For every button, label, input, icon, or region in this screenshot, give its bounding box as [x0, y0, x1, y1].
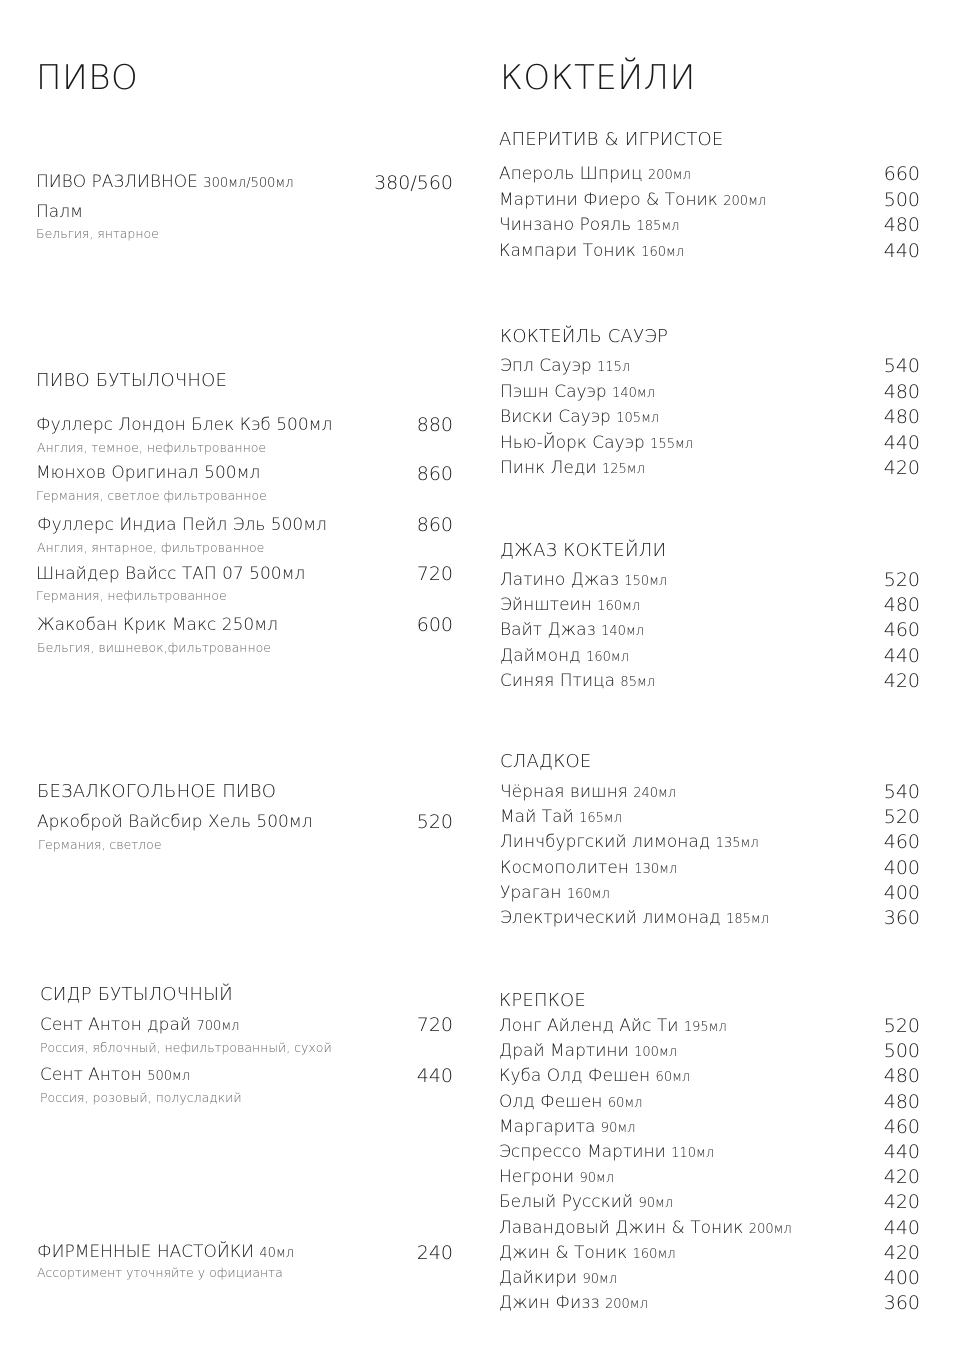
sour-heading: КОКТЕЙЛЬ САУЭР: [500, 326, 669, 347]
menu-item-label: Драй Мартини: [499, 1041, 629, 1061]
menu-item-volume: 200мл: [723, 194, 767, 209]
menu-item-price: 460: [883, 831, 920, 853]
menu-item-label: Чёрная вишня: [500, 782, 628, 802]
menu-item-name: [499, 1142, 714, 1162]
menu-item-name: [499, 1218, 792, 1238]
menu-item-label: Кампари Тоник: [499, 241, 636, 261]
menu-item-label: Олд Фешен: [499, 1092, 608, 1112]
menu-item-volume: 165мл: [579, 811, 623, 826]
menu-item-label: Джин Физз: [499, 1293, 600, 1313]
cocktails-title: КОКТЕЙЛИ: [500, 58, 696, 98]
menu-item-price: 440: [883, 1217, 920, 1239]
menu-item-label: Пэшн Сауэр: [500, 382, 607, 402]
menu-item-label: Чинзано Рояль: [499, 215, 632, 235]
draft-beer-heading: [36, 172, 294, 192]
menu-item-volume: 100мл: [634, 1045, 678, 1060]
tinctures-heading-label: ФИРМЕННЫЕ НАСТОЙКИ: [37, 1242, 254, 1262]
menu-item-price: 440: [883, 645, 920, 667]
menu-item-volume: 140мл: [601, 624, 645, 639]
menu-item-price: 480: [883, 406, 920, 428]
menu-item-name: [499, 164, 691, 184]
menu-item-label: Май Тай: [500, 807, 574, 827]
menu-item-label: Вайт Джаз: [500, 620, 596, 640]
menu-item-label: Линчбургский лимонад: [500, 832, 711, 852]
menu-item-desc: Россия, розовый, полусладкий: [40, 1090, 242, 1105]
menu-item-name: Шнайдер Вайсс ТАП 07 500мл: [36, 564, 306, 584]
menu-item-price: 720: [416, 1014, 453, 1036]
menu-item-volume: 85мл: [620, 675, 656, 690]
menu-item-name: [499, 1092, 642, 1112]
menu-item-label: Маргарита: [499, 1117, 596, 1137]
menu-item-volume: 185мл: [726, 912, 770, 927]
menu-item-volume: 150мл: [624, 574, 668, 589]
menu-item-label: Джин & Тоник: [499, 1243, 628, 1263]
menu-item-name: Аркоброй Вайсбир Хель 500мл: [37, 812, 313, 832]
menu-item-volume: 160мл: [632, 1247, 676, 1262]
bottled-beer-heading: ПИВО БУТЫЛОЧНОЕ: [36, 370, 228, 391]
menu-item-name: [500, 382, 655, 402]
menu-item-name: [40, 1015, 239, 1035]
menu-item-label: Куба Олд Фешен: [499, 1066, 651, 1086]
menu-item-volume: 160мл: [566, 887, 610, 902]
menu-item-name: [500, 832, 759, 852]
menu-item-name: Мюнхов Оригинал 500мл: [36, 463, 261, 483]
menu-item-price: 420: [883, 1166, 920, 1188]
menu-item-label: Синяя Птица: [500, 671, 616, 691]
menu-item-name: [499, 1243, 676, 1263]
menu-item-volume: 185мл: [636, 219, 680, 234]
menu-item-name: [499, 1016, 727, 1036]
menu-item-label: Нью-Йорк Сауэр: [500, 433, 645, 453]
menu-item-price: 480: [883, 1091, 920, 1113]
menu-item-name: [499, 1117, 635, 1137]
menu-item-label: Эйнштеин: [500, 595, 592, 615]
menu-item-price: 860: [416, 514, 453, 536]
menu-item-label: Электрический лимонад: [500, 908, 721, 928]
menu-item-price: 420: [883, 670, 920, 692]
menu-item-desc: Россия, яблочный, нефильтрованный, сухой: [40, 1040, 332, 1055]
menu-item-price: 660: [883, 163, 920, 185]
menu-item-desc: Бельгия, вишневок,фильтрованное: [37, 640, 271, 655]
menu-item-volume: 160мл: [586, 650, 630, 665]
menu-item-price: 480: [883, 1065, 920, 1087]
menu-item-price: 520: [883, 569, 920, 591]
draft-beer-heading-volume: 300мл/500мл: [203, 176, 294, 191]
menu-item-price: 720: [416, 563, 453, 585]
menu-item-volume: 90мл: [600, 1121, 636, 1136]
menu-item-name: [500, 908, 769, 928]
menu-item-price: 440: [883, 432, 920, 454]
menu-item-volume: 160мл: [597, 599, 641, 614]
menu-item-name: [500, 646, 629, 666]
menu-item-price: 360: [883, 1292, 920, 1314]
menu-item-name: [500, 782, 676, 802]
menu-item-name: [499, 1192, 673, 1212]
menu-item-volume: 110мл: [671, 1146, 715, 1161]
menu-item-name: [500, 883, 610, 903]
menu-item-name: [500, 620, 644, 640]
menu-item-name: [499, 1293, 648, 1313]
menu-item-volume: 195мл: [683, 1020, 727, 1035]
menu-item-name: [500, 858, 677, 878]
menu-item-price: 480: [883, 381, 920, 403]
aperitif-heading: АПЕРИТИВ & ИГРИСТОЕ: [499, 129, 724, 150]
menu-item-name: [499, 190, 766, 210]
menu-item-price: 500: [883, 1040, 920, 1062]
menu-item-price: 440: [416, 1065, 453, 1087]
menu-item-label: Виски Сауэр: [500, 407, 611, 427]
menu-item-volume: 160мл: [641, 245, 685, 260]
menu-item-label: Эспрессо Мартини: [499, 1142, 666, 1162]
menu-item-name: [500, 570, 667, 590]
menu-item-price: 600: [416, 614, 453, 636]
menu-item-volume: 125мл: [601, 462, 645, 477]
jazz-heading: ДЖАЗ КОКТЕЙЛИ: [500, 540, 667, 561]
menu-item-name: [499, 1167, 614, 1187]
menu-item-desc: Англия, темное, нефильтрованное: [37, 440, 267, 455]
menu-item-volume: 90мл: [579, 1171, 615, 1186]
menu-item-name: Фуллерс Индиа Пейл Эль 500мл: [37, 515, 327, 535]
menu-item-label: Эпл Сауэр: [500, 356, 592, 376]
menu-item-name: [499, 1066, 690, 1086]
menu-item-volume: 90мл: [582, 1272, 618, 1287]
menu-item-volume: 200мл: [647, 168, 691, 183]
menu-item-volume: 135мл: [715, 836, 759, 851]
menu-item-price: 540: [883, 355, 920, 377]
menu-item-volume: 155мл: [650, 437, 694, 452]
menu-item-price: 480: [883, 594, 920, 616]
menu-item-label: Сент Антон драй: [40, 1015, 192, 1035]
menu-item-name: [499, 1041, 677, 1061]
menu-item-name: Жакобан Крик Макс 250мл: [37, 615, 278, 635]
menu-item-name: [500, 407, 659, 427]
menu-item-label: Мартини Фиеро & Тоник: [499, 190, 718, 210]
menu-item-price: 460: [883, 1116, 920, 1138]
menu-item-price: 420: [883, 1242, 920, 1264]
menu-item-label: Негрони: [499, 1167, 575, 1187]
menu-item-label: Даймонд: [500, 646, 581, 666]
menu-item-label: Пинк Леди: [500, 458, 597, 478]
menu-item-label: Белый Русский: [499, 1192, 634, 1212]
menu-item-price: 480: [883, 214, 920, 236]
draft-beer-heading-label: ПИВО РАЗЛИВНОЕ: [36, 172, 198, 192]
menu-item-volume: 90мл: [638, 1196, 674, 1211]
menu-item-price: 400: [883, 882, 920, 904]
menu-item-name: [500, 458, 645, 478]
menu-item-label: Апероль Шприц: [499, 164, 643, 184]
menu-item-price: 360: [883, 907, 920, 929]
menu-item-price: 400: [883, 857, 920, 879]
tinctures-heading: [37, 1242, 294, 1262]
menu-item-label: Дайкири: [499, 1268, 578, 1288]
tinctures-heading-volume: 40мл: [259, 1246, 295, 1261]
draft-beer-item-desc: Бельгия, янтарное: [36, 226, 159, 241]
menu-item-price: 880: [416, 414, 453, 436]
menu-item-name: [499, 1268, 617, 1288]
menu-item-name: [500, 595, 640, 615]
draft-beer-price: 380/560: [374, 172, 453, 194]
menu-item-label: Ураган: [500, 883, 562, 903]
menu-item-price: 540: [883, 781, 920, 803]
menu-item-label: Сент Антон: [40, 1065, 142, 1085]
menu-item-name: [40, 1065, 190, 1085]
menu-item-name: [500, 356, 630, 376]
sweet-heading: СЛАДКОЕ: [500, 751, 592, 772]
menu-item-price: 860: [416, 463, 453, 485]
menu-item-volume: 130мл: [634, 862, 678, 877]
menu-item-volume: 200мл: [604, 1297, 648, 1312]
menu-item-volume: 60мл: [655, 1070, 691, 1085]
menu-item-price: 400: [883, 1267, 920, 1289]
menu-item-label: Лонг Айленд Айс Ти: [499, 1016, 679, 1036]
menu-item-price: 420: [883, 457, 920, 479]
menu-item-label: Космополитен: [500, 858, 629, 878]
nonalc-beer-heading: БЕЗАЛКОГОЛЬНОЕ ПИВО: [37, 781, 277, 802]
menu-item-desc: Германия, светлое фильтрованное: [36, 488, 267, 503]
menu-item-label: Лавандовый Джин & Тоник: [499, 1218, 744, 1238]
menu-item-volume: 140мл: [612, 386, 656, 401]
menu-item-desc: Германия, светлое: [38, 837, 162, 852]
menu-item-volume: 200мл: [748, 1222, 792, 1237]
menu-item-name: [500, 671, 655, 691]
menu-item-price: 520: [883, 1015, 920, 1037]
menu-item-price: 440: [883, 1141, 920, 1163]
menu-item-price: 520: [416, 811, 453, 833]
draft-beer-item-name: Палм: [36, 202, 83, 222]
menu-item-volume: 240мл: [633, 786, 677, 801]
cider-heading: СИДР БУТЫЛОЧНЫЙ: [40, 984, 233, 1005]
menu-item-desc: Англия, янтарное, фильтрованное: [37, 540, 265, 555]
menu-item-name: [500, 807, 622, 827]
menu-item-price: 440: [883, 240, 920, 262]
menu-item-price: 420: [883, 1191, 920, 1213]
menu-item-name: [499, 241, 684, 261]
tinctures-price: 240: [416, 1242, 453, 1264]
beer-title: ПИВО: [36, 58, 139, 98]
menu-item-volume: 105мл: [616, 411, 660, 426]
menu-item-volume: 115л: [597, 360, 631, 375]
menu-item-price: 500: [883, 189, 920, 211]
menu-item-price: 460: [883, 619, 920, 641]
menu-item-name: [499, 215, 679, 235]
strong-heading: КРЕПКОЕ: [499, 990, 586, 1011]
menu-item-price: 520: [883, 806, 920, 828]
menu-item-volume: 700мл: [196, 1019, 240, 1034]
menu-item-desc: Германия, нефильтрованное: [36, 588, 227, 603]
menu-item-volume: 60мл: [607, 1096, 643, 1111]
menu-item-volume: 500мл: [147, 1069, 191, 1084]
menu-item-name: Фуллерс Лондон Блек Кэб 500мл: [36, 415, 333, 435]
tinctures-desc: Ассортимент уточняйте у официанта: [37, 1265, 283, 1280]
menu-item-name: [500, 433, 693, 453]
menu-item-label: Латино Джаз: [500, 570, 619, 590]
